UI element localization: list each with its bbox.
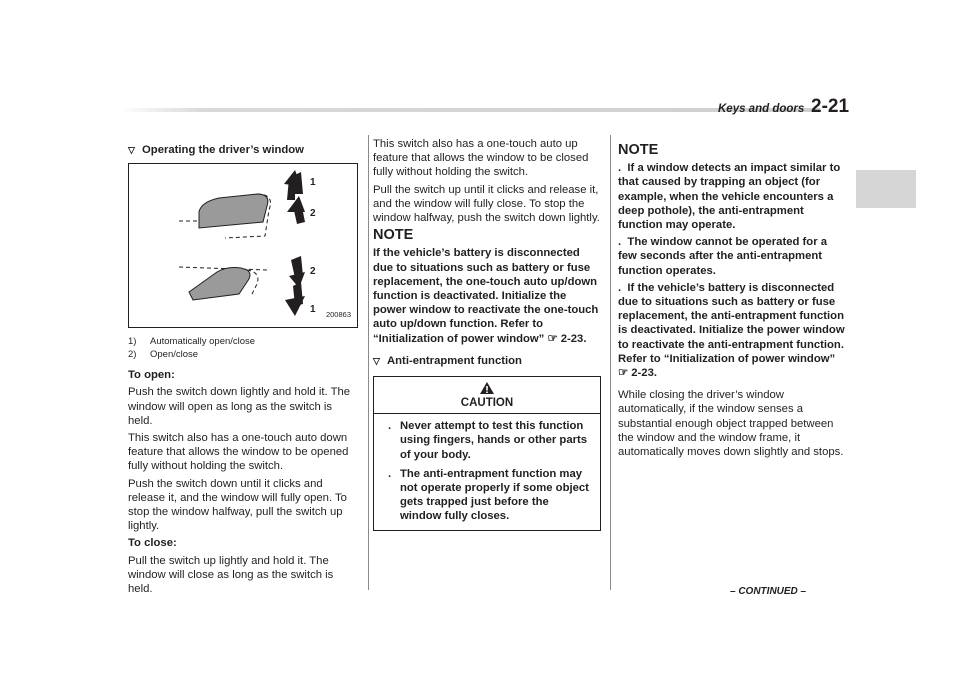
note-heading: NOTE <box>373 227 414 244</box>
note-item-2: . The window cannot be operated for a few seconds after the anti-entrapment function operates. <box>618 236 828 277</box>
section-triangle-icon: ▽ <box>128 145 135 155</box>
bullet-icon: . <box>618 236 628 249</box>
warning-triangle-icon <box>479 381 495 395</box>
column-1 <box>128 143 358 599</box>
continued-marker: – CONTINUED – <box>730 586 807 597</box>
to-open-paragraph-1: Push the switch down lightly and hold it. The window will open as long as the switch is held. <box>128 386 351 427</box>
open-arrow-icon <box>289 256 305 288</box>
figure-label-1-top: 1 <box>310 177 316 189</box>
header-rule <box>118 108 820 112</box>
window-switch-illustration <box>129 164 357 327</box>
chapter-tab <box>856 170 916 208</box>
auto-open-arrow-icon <box>285 282 305 316</box>
section-triangle-icon: ▽ <box>373 355 380 366</box>
close-arrow-icon <box>287 196 305 224</box>
to-open-heading: To open: <box>128 369 175 382</box>
note-item-1: . If a window detects an impact similar to that caused by trapping an object (for example, when the vehicle encounters a deep pothole), the anti-entrapment function may operate. <box>618 162 841 232</box>
running-header-title: Keys and doors <box>718 103 805 115</box>
caution-item-2: . The anti-entrapment function may not operate properly if some object gets trapped just before the window fully closes. <box>388 467 589 523</box>
bullet-icon: . <box>388 420 392 433</box>
figure-label-2-top: 2 <box>310 208 316 220</box>
column-2-paragraph-1: This switch also has a one-touch auto up feature that allows the window to be closed fully without holding the switch. <box>373 138 589 179</box>
to-open-paragraph-3: Push the switch down until it clicks and release it, and the window will fully open. To stop the window halfway, pull the switch up lightly. <box>128 477 347 533</box>
figure-caption-2: 2) Open/close <box>128 348 199 360</box>
caution-box <box>373 376 601 531</box>
column-divider-1 <box>368 135 369 590</box>
column-divider-2 <box>610 135 611 590</box>
to-close-paragraph: Pull the switch up lightly and hold it. The window will close as long as the switch is held. <box>128 554 334 596</box>
figure-code: 200863 <box>325 310 351 319</box>
note-heading-2: NOTE <box>618 142 659 158</box>
column-2-paragraph-2: Pull the switch up until it clicks and release it, and the window will fully close. To stop the window halfway, push the switch down lightly. <box>373 183 600 225</box>
column-3 <box>618 143 846 462</box>
caution-label: CAUTION <box>460 397 514 410</box>
caution-header <box>374 377 600 414</box>
section-heading <box>128 143 358 157</box>
to-close-heading: To close: <box>128 537 177 550</box>
note-body: If the vehicle’s battery is disconnected due to situations such as battery or fuse replacement, the one-touch auto up/down function is deactivated. Initialize the power window to reactivate the one-touch auto up/down function. Refer to “Initialization of power window” ☞ 2-23. <box>373 247 599 345</box>
window-switch-figure <box>128 163 358 328</box>
figure-label-1-bottom: 1 <box>310 304 316 316</box>
column-2 <box>373 137 601 531</box>
section-title: Operating the driver’s window <box>142 144 304 156</box>
bullet-icon: . <box>388 467 392 480</box>
anti-entrapment-heading <box>373 354 601 368</box>
page-number: 2-21 <box>811 96 850 117</box>
figure-label-2-bottom: 2 <box>310 266 316 278</box>
bullet-icon: . <box>618 281 628 294</box>
figure-caption-1: 1) Automatically open/close <box>128 336 256 348</box>
to-open-paragraph-2: This switch also has a one-touch auto down feature that allows the window to be opened fully without holding the switch. <box>128 432 349 473</box>
column-3-paragraph: While closing the driver’s window automatically, if the window senses a substantial enough object trapped between the window and the window frame, it automatically moves down slightly and stops. <box>618 389 844 459</box>
bullet-icon: . <box>618 162 628 175</box>
caution-item-1: . Never attempt to test this function using fingers, hands or other parts of your body. <box>388 420 588 461</box>
anti-entrapment-title: Anti-entrapment function <box>387 354 522 367</box>
auto-close-arrow-icon <box>284 170 303 200</box>
note-item-3: . If the vehicle’s battery is disconnected due to situations such as battery or fuse replacement, the anti-entrapment function is deactivated. Initialize the power window to reactivate the anti-entrapment function. Refer to “Initialization of power window” ☞ 2-23. <box>618 281 845 380</box>
